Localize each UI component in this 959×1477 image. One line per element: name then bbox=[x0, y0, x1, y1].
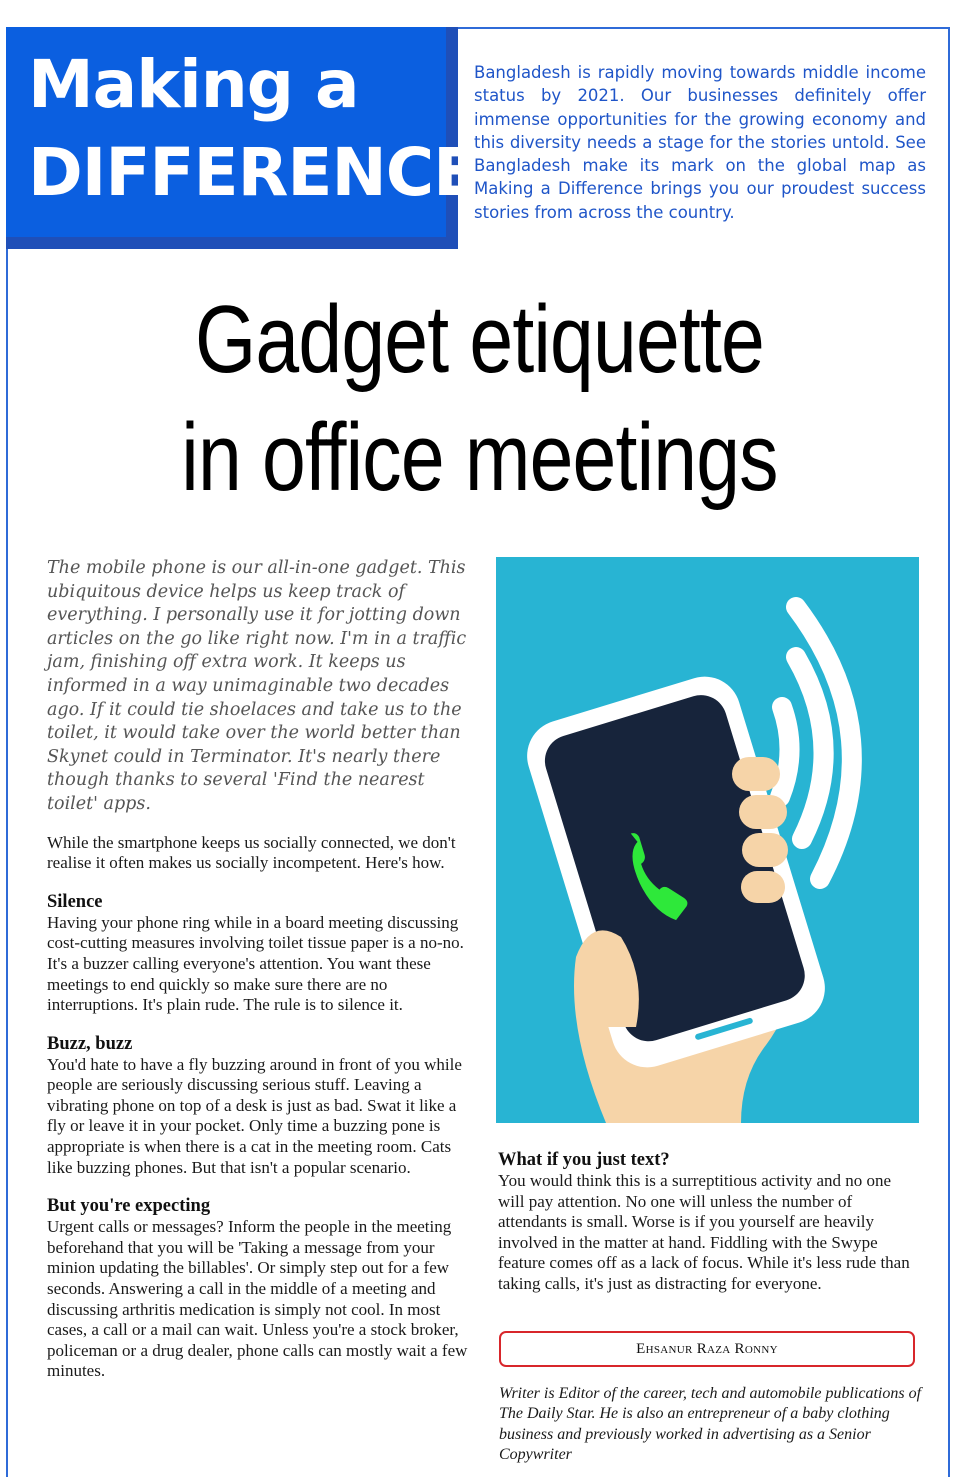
author-name: Ehsanur Raza Ronny bbox=[636, 1341, 778, 1357]
phone-call-icon bbox=[496, 557, 919, 1123]
section-body-silence: Having your phone ring while in a board meeting discussing cost-cutting measures involving toilet tissue paper is a no-no. It's a buzzer calling everyone's attention. You want these meetings to end quickly so make sure there are no interruptions. It's plain rude. The rule is to silence it. bbox=[47, 912, 464, 1015]
section-body-buzz: You'd hate to have a fly buzzing around in front of you while people are seriously discussing serious stuff. Leaving a vibrating phone on top of a desk is just as bad. Swat it like a fly or leave it in your pocket. Only time a buzzing pone is appropriate is when there is a cat in the meeting room. Cats like buzzing phones. But that isn't a popular scenario. bbox=[47, 1054, 462, 1177]
author-byline bbox=[499, 1331, 915, 1367]
article-right-column bbox=[498, 1150, 920, 1295]
headline-line2: in office meetings bbox=[181, 404, 778, 511]
section-heading-silence: Silence bbox=[47, 891, 103, 912]
banner-title-line2: DIFFERENCE bbox=[28, 134, 478, 211]
section-heading-expecting: But you're expecting bbox=[47, 1196, 211, 1217]
article-lede: The mobile phone is our all-in-one gadget. This ubiquitous device helps us keep track of everything. I personally use it for jotting down articles on the go like right now. I'm in a traffic jam, finishing off extra work. It keeps us informed in a way unimaginable two decades ago. If it could tie shoelaces and take us to the toilet, it would take over the world better than Skynet could in Terminator. It's nearly there though thanks to several 'Find the nearest toilet' apps. bbox=[47, 558, 467, 814]
section-intro: Bangladesh is rapidly moving towards middle income status by 2021. Our businesses definitely offer immense opportunities for the growing economy and this diversity needs a stage for the stories untold. See Bangladesh make its mark on the global map as Making a Difference brings you our proudest success stories from across the country. bbox=[474, 63, 926, 222]
section-heading-text: What if you just text? bbox=[498, 1150, 670, 1170]
section-body-text: You would think this is a surreptitious activity and no one will pay attention. No one will unless the number of attendants is small. Worse is if you yourself are heavily involved in the matter at hand. Fiddling with the Swype feature comes off as a lack of focus. While it's less rude than taking calls, it's just as distracting for everyone. bbox=[498, 1171, 910, 1293]
section-heading-buzz: Buzz, buzz bbox=[47, 1033, 133, 1054]
banner-title-line1: Making a bbox=[28, 46, 359, 123]
author-bio: Writer is Editor of the career, tech and automobile publications of The Daily Star. He is also an entrepreneur of a baby clothing business and previously worked in advertising as a Senior Copywriter bbox=[499, 1385, 922, 1464]
section-body-expecting: Urgent calls or messages? Inform the people in the meeting beforehand that you will be 'Taking a message from your minion updating the billables'. Or simply step out for a few seconds. Answering a call in the middle of a meeting and discussing arthritis medication is simply not cool. In most cases, a call or a mail can wait. Unless you're a stock broker, policeman or a drug dealer, phone calls can mostly wait a few minutes. bbox=[47, 1217, 468, 1381]
article-intro-paragraph: While the smartphone keeps us socially connected, we don't realise it often makes us socially incompetent. Here's how. bbox=[47, 832, 456, 873]
phone-illustration bbox=[496, 557, 919, 1123]
headline-line1: Gadget etiquette bbox=[195, 286, 764, 393]
article-left-column bbox=[47, 557, 469, 1382]
